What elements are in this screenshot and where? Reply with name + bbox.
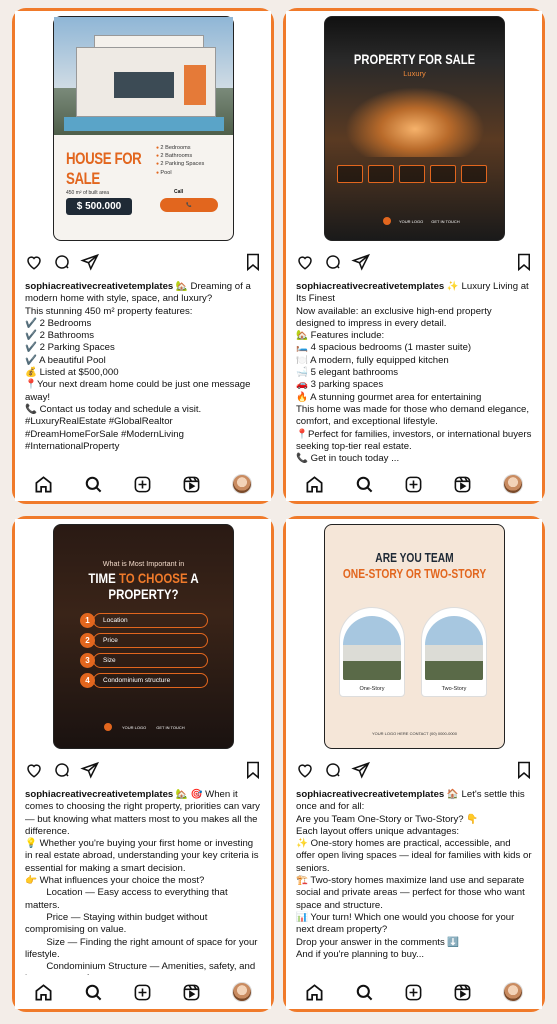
call-label: Call <box>174 189 184 195</box>
bottom-nav <box>286 975 542 1009</box>
post-caption: sophiacreativecreativetemplates 🏠 Let's settle this once and for all: Are you Team One-Story or Two-Story? 👇 Each layout offers unique advantages: ✨ One-story homes are practical, accessible, and offer open living spaces — ideal for families with kids or seniors. 🏗️ Two-story homes maximize land use and separate social and private areas — perfect for those who want space and structure. 📊 Your turn! Which one would you choose for your next dream property? Drop your answer in the comments ⬇️ And if you're planning to buy... <box>296 789 532 960</box>
poster-subtitle: Luxury <box>403 69 426 78</box>
poster-house-for-sale <box>53 16 234 241</box>
post-card <box>283 516 545 1012</box>
heart-icon[interactable] <box>25 253 43 271</box>
search-icon[interactable] <box>355 475 374 494</box>
profile-avatar[interactable] <box>232 982 252 1002</box>
poster-footer: YOUR LOGO HERE CONTACT (00) 0000-0000 <box>372 731 457 736</box>
comment-icon[interactable] <box>53 761 71 779</box>
reels-icon[interactable] <box>453 983 472 1002</box>
new-post-icon[interactable] <box>404 475 423 494</box>
post-card <box>283 8 545 504</box>
poster-title: TIME TO CHOOSE A PROPERTY? <box>88 570 199 602</box>
bottom-nav <box>15 975 271 1009</box>
username[interactable]: sophiacreativecreativetemplates <box>296 789 445 800</box>
comment-icon[interactable] <box>324 761 342 779</box>
call-button: 📞 <box>160 198 218 212</box>
option-item: 2 Price <box>80 633 208 648</box>
house-image <box>425 616 483 680</box>
option-item: 3 Size <box>80 653 208 668</box>
post-actions <box>25 251 261 273</box>
house-image <box>343 616 401 680</box>
poster-title: ARE YOU TEAM <box>375 551 454 565</box>
post-actions <box>296 759 532 781</box>
new-post-icon[interactable] <box>133 983 152 1002</box>
poster-footer: YOUR LOGO GET IN TOUCH <box>104 723 185 731</box>
username[interactable]: sophiacreativecreativetemplates <box>296 281 445 292</box>
poster-choose-property <box>53 524 234 749</box>
comment-icon[interactable] <box>324 253 342 271</box>
reels-icon[interactable] <box>453 475 472 494</box>
post-caption: sophiacreativecreativetemplates 🏡 🎯 When it comes to choosing the right property, priorities can vary — but knowing what matters most to you makes all the difference. 💡 Whether you're buying your first home or investing in real estate abroad, understanding your key criteria is essential for making a smart decision. 👉 What influences your choice the most? Location — Easy access to everything that matters. Price — Staying within budget without compromising on value. Size — Finding the right amount of space for your lifestyle. Condominium Structure — Amenities, safety, and <box>25 789 261 973</box>
reels-icon[interactable] <box>182 983 201 1002</box>
home-icon[interactable] <box>305 475 324 494</box>
search-icon[interactable] <box>355 983 374 1002</box>
heart-icon[interactable] <box>25 761 43 779</box>
profile-avatar[interactable] <box>503 982 523 1002</box>
home-icon[interactable] <box>34 475 53 494</box>
logo-icon <box>383 217 391 225</box>
post-caption: sophiacreativecreativetemplates ✨ Luxury Living at Its Finest Now available: an exclusive high-end property designed to impress in every detail. 🏡 Features include: 🛏️ 4 spacious bedrooms (1 master suite) 🍽️ A modern, fully equipped kitchen 🛁 5 elegant bathrooms 🚗 3 parking spaces 🔥 A stunning gourmet area for entertaining This home was made for those who demand elegance, comfort, and exceptional lifestyle. 📍Perfect for families, investors, or international buyers seeking top-tier real estate. 📞 Get in touch today ... <box>296 281 532 465</box>
reels-icon[interactable] <box>182 475 201 494</box>
post-actions <box>296 251 532 273</box>
feature-list: ● 2 Bedrooms ● 2 Bathrooms ● 2 Parking Spaces ● Pool <box>156 144 204 177</box>
heart-icon[interactable] <box>296 253 314 271</box>
poster-one-or-two-story <box>324 524 505 749</box>
username[interactable]: sophiacreativecreativetemplates <box>25 281 174 292</box>
poster-footer: YOUR LOGO GET IN TOUCH <box>383 217 460 225</box>
post-media[interactable] <box>286 11 542 247</box>
option-item: 1 Location <box>80 613 208 628</box>
area-label: 450 m² of built area <box>66 190 110 196</box>
post-media[interactable] <box>15 519 271 755</box>
logo-icon <box>104 723 112 731</box>
share-icon[interactable] <box>81 253 99 271</box>
bottom-nav <box>286 467 542 501</box>
poster-question: What is Most Important in <box>102 559 185 568</box>
bookmark-icon[interactable] <box>245 761 261 779</box>
poster-title: PROPERTY FOR SALE <box>353 51 476 67</box>
new-post-icon[interactable] <box>133 475 152 494</box>
comment-icon[interactable] <box>53 253 71 271</box>
bottom-nav <box>15 467 271 501</box>
share-icon[interactable] <box>352 761 370 779</box>
feature-boxes <box>337 165 487 183</box>
search-icon[interactable] <box>84 983 103 1002</box>
bookmark-icon[interactable] <box>245 253 261 271</box>
one-story-card: One-Story <box>339 607 405 697</box>
poster-property-for-sale <box>324 16 505 241</box>
house-image <box>54 17 233 135</box>
new-post-icon[interactable] <box>404 983 423 1002</box>
username[interactable]: sophiacreativecreativetemplates <box>25 789 174 800</box>
post-media[interactable] <box>286 519 542 755</box>
bookmark-icon[interactable] <box>516 253 532 271</box>
heart-icon[interactable] <box>296 761 314 779</box>
share-icon[interactable] <box>81 761 99 779</box>
interior-image <box>345 87 485 157</box>
poster-title: HOUSE FOR SALE <box>66 149 142 188</box>
price-badge: $ 500.000 <box>66 198 132 215</box>
search-icon[interactable] <box>84 475 103 494</box>
option-item: 4 Condominium structure <box>80 673 208 688</box>
option-list <box>80 613 208 693</box>
post-actions <box>25 759 261 781</box>
home-icon[interactable] <box>305 983 324 1002</box>
post-caption: sophiacreativecreativetemplates 🏡 Dreaming of a modern home with style, space, and luxury? This stunning 450 m² property features: ✔️ 2 Bedrooms ✔️ 2 Bathrooms ✔️ 2 Parking Spaces ✔️ A beautiful Pool 💰 Listed at $500,000 📍Your next dream home could be just one message away! 📞 Contact us today and schedule a visit. #LuxuryRealEstate #GlobalRealtor #DreamHomeForSale #ModernLiving #InternationalProperty <box>25 281 251 452</box>
post-card <box>12 8 274 504</box>
bookmark-icon[interactable] <box>516 761 532 779</box>
post-media[interactable] <box>15 11 271 247</box>
two-story-card: Two-Story <box>421 607 487 697</box>
profile-avatar[interactable] <box>503 474 523 494</box>
share-icon[interactable] <box>352 253 370 271</box>
post-card <box>12 516 274 1012</box>
home-icon[interactable] <box>34 983 53 1002</box>
profile-avatar[interactable] <box>232 474 252 494</box>
poster-subtitle: ONE-STORY OR TWO-STORY <box>342 567 487 581</box>
